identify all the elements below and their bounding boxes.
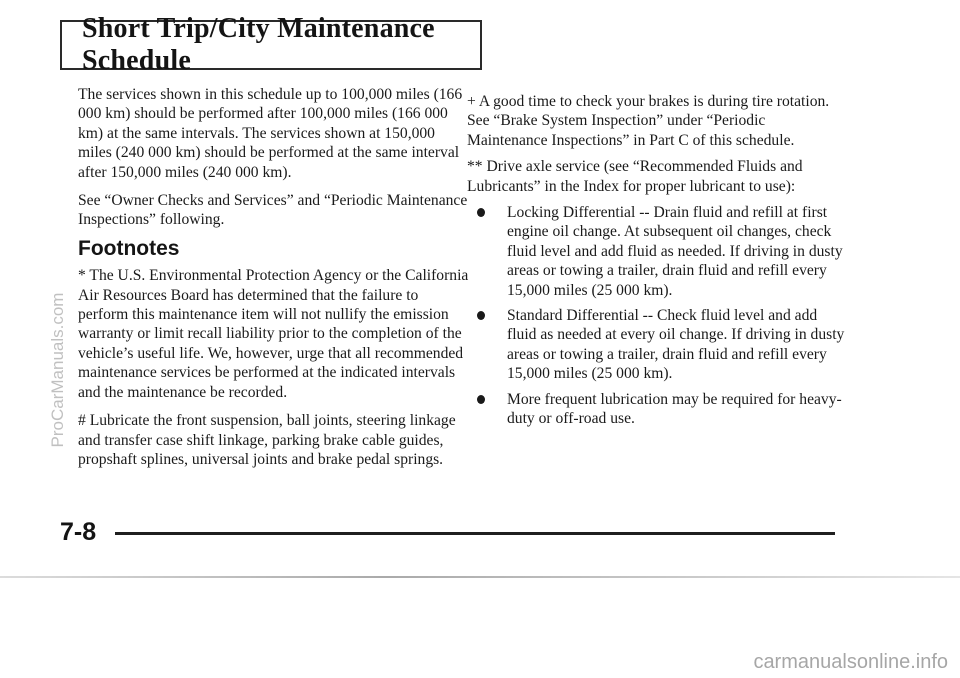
- drive-axle-list: [467, 203, 847, 428]
- bullet-icon: [477, 208, 485, 217]
- footer-divider: [115, 532, 835, 535]
- right-column: [467, 92, 847, 435]
- bullet-icon: [477, 311, 485, 320]
- list-item: [467, 306, 847, 384]
- scan-edge-line: [0, 576, 960, 578]
- see-also-paragraph: See “Owner Checks and Services” and “Periodic Maintenance Inspections” following.: [78, 192, 468, 229]
- list-item-text: Standard Differential -- Check fluid level and add fluid as needed at every oil change. If driving in dusty areas or towing a trailer, drain fluid and refill every 15,000 miles (25 000 km).: [507, 307, 845, 383]
- footnote-double-star: ** Drive axle service (see “Recommended Fluids and Lubricants” in the Index for proper lubricant to use):: [467, 158, 803, 195]
- page-title: Short Trip/City Maintenance Schedule: [82, 13, 435, 76]
- list-item: [467, 390, 847, 429]
- page-number: 7-8: [60, 518, 97, 546]
- list-item-text: More frequent lubrication may be required for heavy-duty or off-road use.: [507, 390, 842, 428]
- list-item-text: Locking Differential -- Drain fluid and refill at first engine oil change. At subsequent oil changes, check fluid level and add fluid as needed. If driving in dusty areas or towing a trailer, drain fluid and refill every 15,000 miles (25 000 km).: [507, 204, 843, 299]
- bullet-icon: [477, 395, 485, 404]
- intro-paragraph: The services shown in this schedule up to 100,000 miles (166 000 km) should be performed after 100,000 miles (166 000 km) at the same intervals. The services shown at 150,000 miles (240 000 km) should be performed at the same interval after 150,000 miles (240 000 km).: [78, 86, 463, 181]
- footnote-hash: # Lubricate the front suspension, ball joints, steering linkage and transfer case shift linkage, parking brake cable guides, propshaft splines, universal joints and brake pedal springs.: [78, 412, 456, 468]
- bottom-watermark: carmanualsonline.info: [753, 651, 948, 673]
- left-column: [78, 85, 470, 478]
- page-title-box: [60, 13, 482, 76]
- footnote-plus: + A good time to check your brakes is during tire rotation. See “Brake System Inspection” under “Periodic Maintenance Inspections” in Part C of this schedule.: [467, 93, 830, 149]
- footnote-star: * The U.S. Environmental Protection Agency or the California Air Resources Board has determined that the failure to perform this maintenance item will not nullify the emission warranty or limit recall liability prior to the completion of the vehicle’s useful life. We, however, urge that all recommended maintenance services be performed at the indicated intervals and the maintenance be recorded.: [78, 267, 469, 401]
- side-watermark: ProCarManuals.com: [48, 292, 67, 448]
- footnotes-heading: Footnotes: [78, 236, 180, 260]
- list-item: [467, 203, 847, 300]
